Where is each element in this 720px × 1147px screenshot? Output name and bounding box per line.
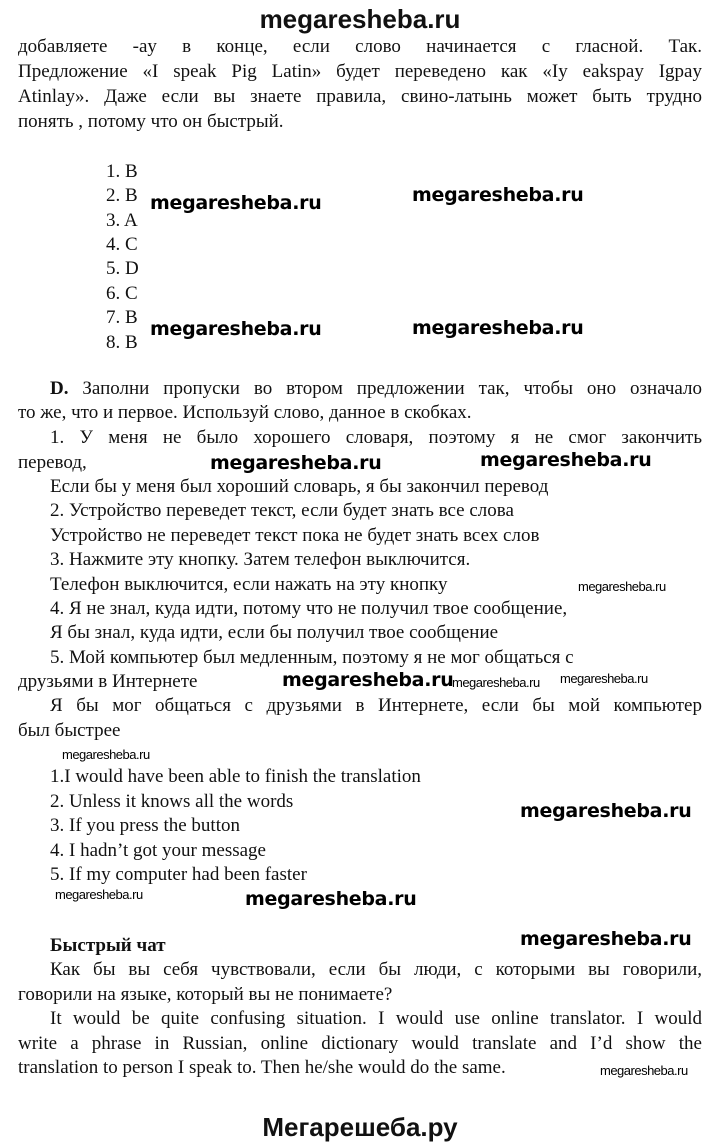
answer-line: 4. I hadn’t got your message: [50, 840, 266, 861]
watermark: megaresheba.ru: [150, 192, 322, 214]
watermark: megaresheba.ru: [480, 449, 652, 471]
exercise-line: Устройство не переведет текст пока не будет знать всех слов: [50, 525, 540, 546]
answer-line: 1.I would have been able to finish the translation: [50, 766, 421, 787]
quick-chat-line: Как бы вы себя чувствовали, если бы люди, с которыми вы говорили,: [50, 959, 702, 980]
quick-chat-line: It would be quite confusing situation. I would use online translator. I would: [50, 1008, 702, 1029]
exercise-line: Телефон выключится, если нажать на эту кнопку: [50, 574, 448, 595]
answer-item: 6. C: [106, 283, 138, 304]
answer-item: 2. B: [106, 185, 138, 206]
answer-line: 3. If you press the button: [50, 815, 240, 836]
watermark: megaresheba.ru: [520, 800, 692, 822]
quick-chat-line: говорили на языке, который вы не понимаете?: [18, 984, 393, 1005]
exercise-line: 1. У меня не было хорошего словаря, поэтому я не смог закончить: [50, 427, 702, 448]
section-d-label: D.: [50, 378, 69, 399]
quick-chat-line: translation to person I speak to. Then he/she would do the same.: [18, 1057, 506, 1078]
watermark: megaresheba.ru: [245, 888, 417, 910]
exercise-line: был быстрее: [18, 720, 121, 741]
answer-item: 3. A: [106, 210, 138, 231]
exercise-line: 5. Мой компьютер был медленным, поэтому я не мог общаться с: [50, 647, 574, 668]
watermark: megaresheba.ru: [452, 675, 540, 690]
exercise-line: 2. Устройство переведет текст, если будет знать все слова: [50, 500, 514, 521]
answer-item: 7. B: [106, 307, 138, 328]
quick-chat-line: write a phrase in Russian, online dictionary would translate and I’d show the: [18, 1033, 702, 1054]
task-text: Заполни пропуски во втором предложении так, чтобы оно означало: [68, 378, 702, 399]
intro-line: добавляете -ay в конце, если слово начинается с гласной. Так.: [18, 36, 702, 57]
answer-item: 1. B: [106, 161, 138, 182]
exercise-line: Я бы мог общаться с друзьями в Интернете, если бы мой компьютер: [50, 695, 702, 716]
answer-item: 4. C: [106, 234, 138, 255]
site-header: megaresheba.ru: [259, 4, 461, 34]
exercise-line: 3. Нажмите эту кнопку. Затем телефон выключится.: [50, 549, 471, 570]
exercise-line: друзьями в Интернете: [18, 671, 198, 692]
quick-chat-title: Быстрый чат: [50, 935, 166, 956]
exercise-line: Если бы у меня был хороший словарь, я бы закончил перевод: [50, 476, 549, 497]
watermark: megaresheba.ru: [578, 579, 666, 594]
intro-line: Предложение «I speak Pig Latin» будет переведено как «Iy eakspay Igpay: [18, 61, 702, 82]
watermark: megaresheba.ru: [520, 928, 692, 950]
task-text: то же, что и первое. Используй слово, данное в скобках.: [18, 402, 472, 423]
site-footer: Мегарешеба.ру: [262, 1112, 458, 1142]
answer-line: 2. Unless it knows all the words: [50, 791, 294, 812]
watermark: megaresheba.ru: [210, 452, 382, 474]
watermark: megaresheba.ru: [412, 317, 584, 339]
exercise-line: 4. Я не знал, куда идти, потому что не получил твое сообщение,: [50, 598, 568, 619]
watermark: megaresheba.ru: [600, 1063, 688, 1078]
watermark: megaresheba.ru: [55, 887, 143, 902]
answer-line: 5. If my computer had been faster: [50, 864, 307, 885]
intro-line: понять , потому что он быстрый.: [18, 111, 284, 132]
answer-item: 8. B: [106, 332, 138, 353]
watermark: megaresheba.ru: [62, 747, 150, 762]
watermark: megaresheba.ru: [412, 184, 584, 206]
watermark: megaresheba.ru: [560, 671, 648, 686]
intro-line: Atinlay». Даже если вы знаете правила, свино-латынь может быть трудно: [18, 86, 702, 107]
watermark: megaresheba.ru: [150, 318, 322, 340]
answer-item: 5. D: [106, 258, 139, 279]
exercise-line: Я бы знал, куда идти, если бы получил твое сообщение: [50, 622, 499, 643]
watermark: megaresheba.ru: [282, 669, 454, 691]
section-d-task: [50, 378, 702, 400]
exercise-line: перевод,: [18, 452, 87, 473]
